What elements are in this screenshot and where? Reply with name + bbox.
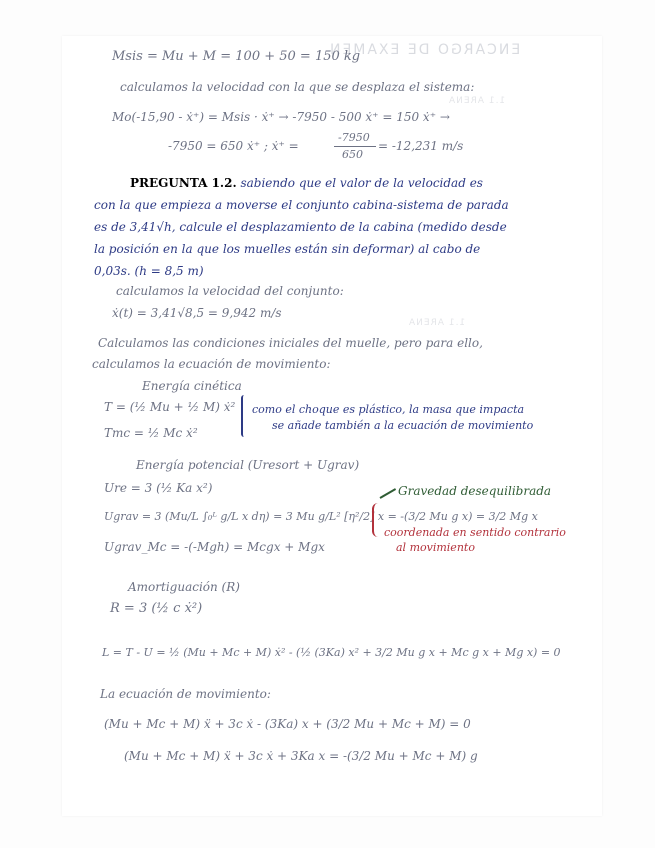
question-paragraph-line-3: es de 3,41√h, calcule el desplazamiento de la cabina (medido desde — [94, 220, 507, 234]
potential-energy-title: Energía potencial (Uresort + Ugrav) — [136, 458, 360, 472]
velocity-intro-line: calculamos la velocidad con la que se desplaza el sistema: — [120, 80, 475, 94]
equation-motion-title: La ecuación de movimiento: — [100, 687, 271, 701]
plastic-impact-note-1: como el choque es plástico, la masa que impacta — [252, 403, 525, 416]
question-text-1: sabiendo que el valor de la velocidad es — [236, 176, 483, 190]
kinetic-energy-eq-1: T = (½ Mu + ½ M) ẋ² — [104, 400, 236, 414]
question-label: PREGUNTA 1.2. — [130, 176, 237, 190]
spring-energy-eq: Ure = 3 (½ Ka x²) — [104, 481, 213, 495]
fraction-numerator: -7950 — [338, 131, 370, 144]
plastic-impact-note-2: se añade también a la ecuación de movimiento — [272, 419, 534, 432]
annotation-brace — [241, 395, 249, 437]
coordinate-note-bracket — [372, 503, 384, 537]
coordinate-note-1: coordenada en sentido contrario — [384, 526, 566, 539]
gravity-note: Gravedad desequilibrada — [398, 484, 552, 498]
question-paragraph-line-1 — [130, 176, 483, 190]
velocity-assembly-intro: calculamos la velocidad del conjunto: — [116, 284, 344, 298]
mass-system-line: Msis = Mu + M = 100 + 50 = 150 kg — [112, 49, 361, 64]
velocity-result-a: -7950 = 650 ẋ⁺ ; ẋ⁺ = — [168, 139, 299, 153]
question-paragraph-line-5: 0,03s. (h = 8,5 m) — [94, 264, 204, 278]
gravity-energy-eq: Ugrav = 3 (Mu/L ∫₀ᴸ g/L x dη) = 3 Mu g/L² [η²/2] x = -(3/2 Mu g x) = 3/2 Mg x — [104, 510, 538, 523]
velocity-result-b: = -12,231 m/s — [378, 139, 464, 153]
kinetic-energy-title: Energía cinética — [142, 379, 242, 393]
coordinate-note-2: al movimiento — [396, 541, 475, 554]
damping-eq: R = 3 (½ c ẋ²) — [110, 601, 203, 616]
momentum-equation: Mo(-15,90 - ẋ⁺) = Msis · ẋ⁺ → -7950 - 500 ẋ⁺ = 150 ẋ⁺ → — [112, 110, 450, 124]
cabin-gravity-eq: Ugrav_Mc = -(-Mgh) = Mcgx + Mgx — [104, 540, 325, 554]
velocity-assembly-value: ẋ(t) = 3,41√8,5 = 9,942 m/s — [112, 306, 282, 320]
ghost-annotation-2: 1.1 ARENA — [408, 318, 466, 328]
initial-conditions-line-2: calculamos la ecuación de movimiento: — [92, 357, 331, 371]
equation-motion-2: (Mu + Mc + M) ẍ + 3c ẋ + 3Ka x = -(3/2 Mu + Mc + M) g — [124, 749, 478, 763]
damping-title: Amortiguación (R) — [128, 580, 240, 594]
fraction-denominator: 650 — [342, 148, 363, 161]
question-paragraph-line-4: la posición en la que los muelles están sin deformar) al cabo de — [94, 242, 481, 256]
lagrangian-eq: L = T - U = ½ (Mu + Mc + M) ẋ² - (½ (3Ka) x² + 3/2 Mu g x + Mc g x + Mg x) = 0 — [102, 646, 561, 659]
initial-conditions-line-1: Calculamos las condiciones iniciales del muelle, pero para ello, — [98, 336, 483, 350]
ghost-annotation-1: 1.1 ARENA — [448, 96, 506, 106]
fraction-bar — [334, 146, 376, 147]
kinetic-energy-eq-2: Tmc = ½ Mc ẋ² — [104, 426, 198, 440]
equation-motion-1: (Mu + Mc + M) ẍ + 3c ẋ - (3Ka) x + (3/2 Mu + Mc + M) = 0 — [104, 717, 471, 731]
question-paragraph-line-2: con la que empieza a moverse el conjunto cabina-sistema de parada — [94, 198, 509, 212]
ghost-header-text: ENCARGO DE EXAMEN — [328, 42, 521, 58]
